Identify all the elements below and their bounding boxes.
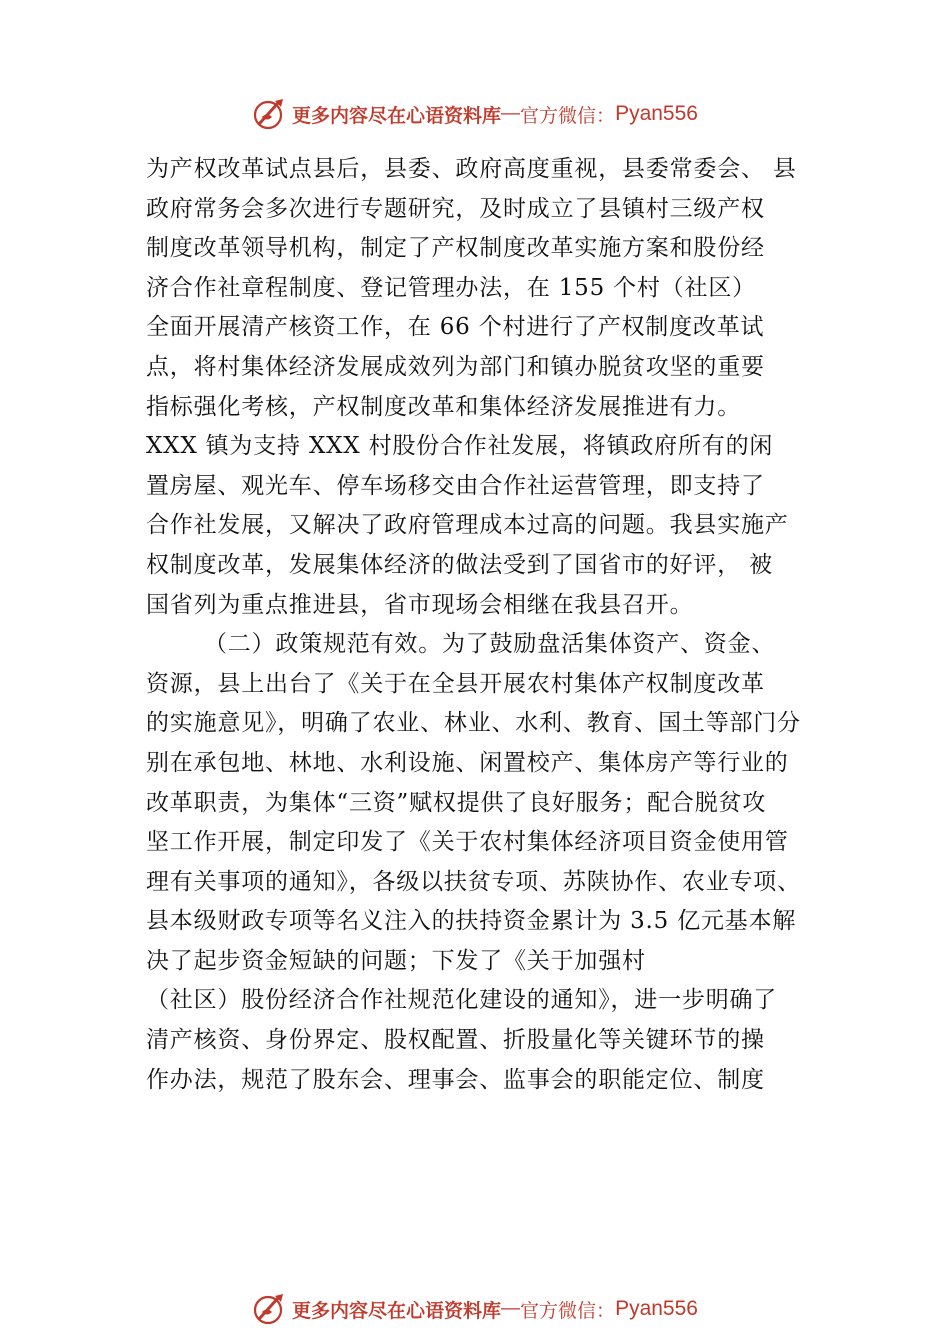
section-heading-line: （二）政策规范有效。为了鼓励盘活集体资产、资金、 — [204, 631, 776, 658]
body-line: 别在承包地、林地、水利设施、闲置校产、集体房产等行业的 — [146, 749, 789, 776]
body-line: 县本级财政专项等名义注入的扶持资金累计为 3.5 亿元基本解 — [146, 908, 797, 935]
body-line: XXX 镇为支持 XXX 村股份合作社发展，将镇政府所有的闲 — [146, 433, 774, 460]
body-line: 作办法，规范了股东会、理事会、监事会的职能定位、制度 — [146, 1066, 765, 1093]
body-line: 清产核资、身份界定、股权配置、折股量化等关键环节的操 — [146, 1027, 765, 1054]
body-line: （社区）股份经济合作社规范化建设的通知》，进一步明确了 — [146, 987, 778, 1014]
document-body — [146, 150, 826, 1100]
header-promo-text: 更多内容尽在心语资料库 — [292, 104, 502, 127]
body-line: 指标强化考核，产权制度改革和集体经济发展推进有力。 — [146, 393, 741, 420]
header-wechat-id: Pyan556 — [615, 102, 698, 125]
body-line: 济合作社章程制度、登记管理办法，在 155 个村（社区） — [146, 274, 756, 301]
body-line: 理有关事项的通知》，各级以扶贫专项、苏陕协作、农业专项、 — [146, 868, 801, 895]
body-line: 国省列为重点推进县，省市现场会相继在我县召开。 — [146, 591, 694, 618]
body-line: 资源，县上出台了《关于在全县开展农村集体产权制度改革 — [146, 670, 765, 697]
body-line: 政府常务会多次进行专题研究，及时成立了县镇村三级产权 — [146, 195, 765, 222]
brush-logo-icon — [252, 1292, 286, 1326]
header-dash: — — [501, 103, 521, 124]
footer-dash: — — [501, 1298, 521, 1319]
header-banner — [0, 94, 950, 134]
body-line: 改革职责，为集体“三资”赋权提供了良好服务；配合脱贫攻 — [146, 789, 767, 816]
body-line: 制度改革领导机构，制定了产权制度改革实施方案和股份经 — [146, 235, 765, 262]
footer-banner — [0, 1289, 950, 1329]
footer-wechat-id: Pyan556 — [615, 1297, 698, 1320]
body-line: 置房屋、观光车、停车场移交由合作社运营管理，即支持了 — [146, 472, 765, 499]
footer-promo-text: 更多内容尽在心语资料库 — [292, 1299, 502, 1322]
body-line: 权制度改革，发展集体经济的做法受到了国省市的好评， 被 — [146, 551, 773, 578]
body-line: 合作社发展，又解决了政府管理成本过高的问题。我县实施产 — [146, 512, 789, 539]
body-line: 全面开展清产核资工作，在 66 个村进行了产权制度改革试 — [146, 314, 765, 341]
body-line: 点，将村集体经济发展成效列为部门和镇办脱贫攻坚的重要 — [146, 353, 765, 380]
body-line: 决了起步资金短缺的问题；下发了《关于加强村 — [146, 947, 646, 974]
body-line: 坚工作开展，制定印发了《关于农村集体经济项目资金使用管 — [146, 829, 789, 856]
brush-logo-icon — [252, 97, 286, 131]
footer-wechat-label: 官方微信： — [520, 1299, 616, 1322]
body-line: 为产权改革试点县后，县委、政府高度重视，县委常委会、 县 — [146, 156, 797, 182]
body-line: 的实施意见》，明确了农业、林业、水利、教育、国土等部门分 — [146, 710, 801, 737]
header-wechat-label: 官方微信： — [520, 104, 616, 127]
